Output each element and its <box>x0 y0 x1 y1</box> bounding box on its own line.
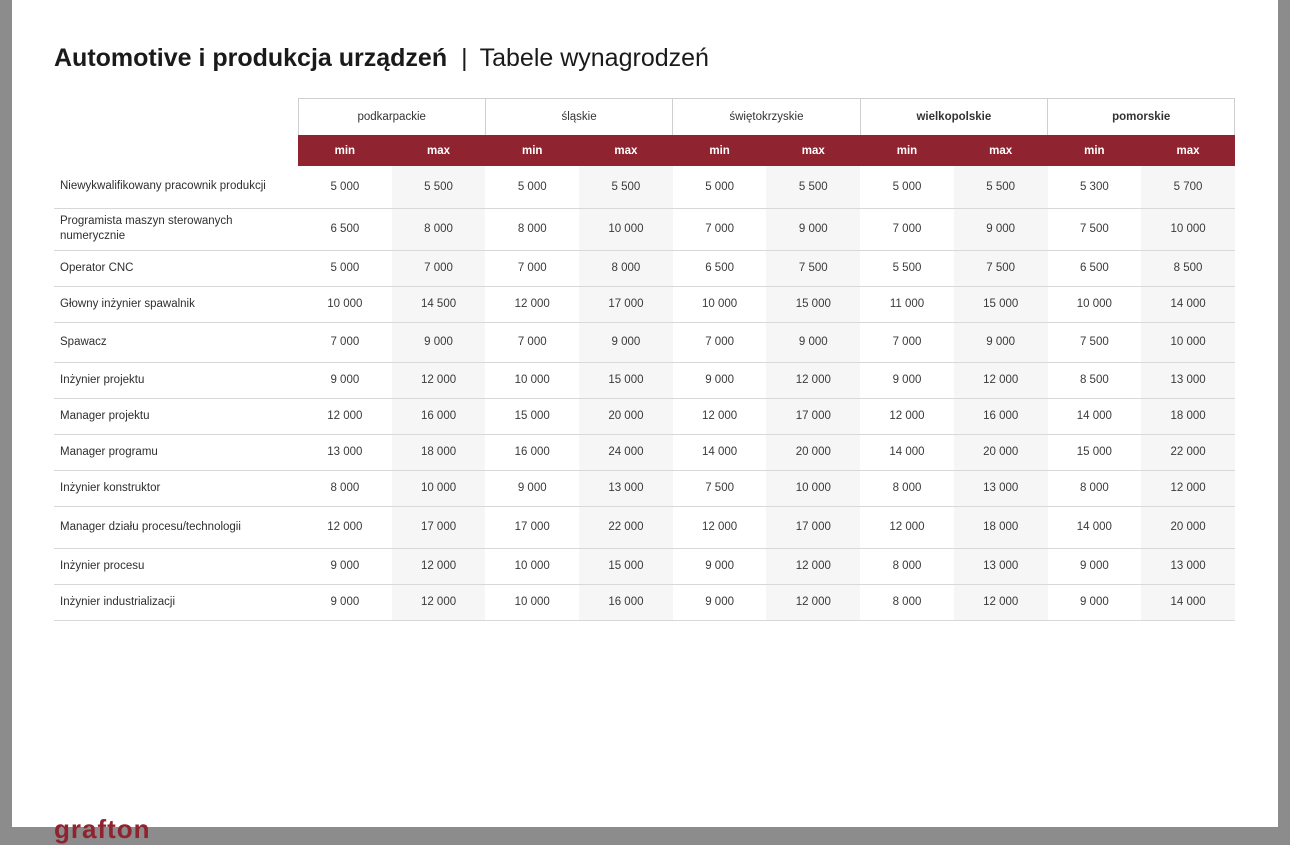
table-row <box>54 506 1235 548</box>
max-salary-cell: 7 000 <box>392 250 486 286</box>
max-salary-cell: 14 000 <box>1141 286 1235 322</box>
min-salary-cell: 7 000 <box>673 322 767 362</box>
min-salary-cell: 9 000 <box>673 548 767 584</box>
job-title-cell: Inżynier industrializacji <box>54 584 298 620</box>
min-salary-cell: 10 000 <box>298 286 392 322</box>
max-salary-cell: 8 000 <box>392 208 486 250</box>
job-title-cell: Operator CNC <box>54 250 298 286</box>
min-salary-cell: 7 000 <box>673 208 767 250</box>
job-title-cell: Inżynier konstruktor <box>54 470 298 506</box>
max-salary-cell: 5 500 <box>392 166 486 208</box>
min-salary-cell: 5 500 <box>860 250 954 286</box>
region-header: śląskie <box>485 99 672 136</box>
min-salary-cell: 10 000 <box>485 362 579 398</box>
max-salary-cell: 9 000 <box>579 322 673 362</box>
title-main: Automotive i produkcja urządzeń <box>54 44 448 72</box>
min-salary-cell: 9 000 <box>860 362 954 398</box>
max-salary-cell: 16 000 <box>954 398 1048 434</box>
min-salary-cell: 8 000 <box>1048 470 1142 506</box>
document-page <box>12 0 1278 844</box>
min-salary-cell: 10 000 <box>485 548 579 584</box>
max-salary-cell: 14 000 <box>1141 584 1235 620</box>
min-salary-cell: 11 000 <box>860 286 954 322</box>
min-salary-cell: 7 500 <box>1048 208 1142 250</box>
min-header: min <box>673 135 767 166</box>
max-salary-cell: 20 000 <box>1141 506 1235 548</box>
min-salary-cell: 12 000 <box>860 398 954 434</box>
max-salary-cell: 16 000 <box>579 584 673 620</box>
max-salary-cell: 17 000 <box>392 506 486 548</box>
max-salary-cell: 8 500 <box>1141 250 1235 286</box>
table-row <box>54 434 1235 470</box>
max-salary-cell: 13 000 <box>954 548 1048 584</box>
min-salary-cell: 8 000 <box>298 470 392 506</box>
brand-logo: grafton <box>54 814 151 844</box>
max-salary-cell: 20 000 <box>766 434 860 470</box>
job-title-cell: Spawacz <box>54 322 298 362</box>
region-header: pomorskie <box>1048 99 1235 136</box>
max-salary-cell: 5 500 <box>954 166 1048 208</box>
max-salary-cell: 7 500 <box>766 250 860 286</box>
min-salary-cell: 8 000 <box>485 208 579 250</box>
min-salary-cell: 7 000 <box>860 322 954 362</box>
min-salary-cell: 12 000 <box>673 506 767 548</box>
max-salary-cell: 15 000 <box>954 286 1048 322</box>
min-salary-cell: 7 000 <box>860 208 954 250</box>
min-salary-cell: 15 000 <box>1048 434 1142 470</box>
table-row <box>54 286 1235 322</box>
max-salary-cell: 12 000 <box>954 584 1048 620</box>
min-salary-cell: 7 000 <box>298 322 392 362</box>
min-salary-cell: 9 000 <box>298 362 392 398</box>
min-salary-cell: 9 000 <box>485 470 579 506</box>
max-salary-cell: 18 000 <box>954 506 1048 548</box>
max-salary-cell: 18 000 <box>392 434 486 470</box>
max-salary-cell: 10 000 <box>766 470 860 506</box>
max-salary-cell: 16 000 <box>392 398 486 434</box>
min-salary-cell: 6 500 <box>673 250 767 286</box>
min-salary-cell: 9 000 <box>298 584 392 620</box>
min-salary-cell: 8 500 <box>1048 362 1142 398</box>
min-salary-cell: 5 000 <box>485 166 579 208</box>
salary-table <box>54 98 1235 621</box>
max-salary-cell: 17 000 <box>579 286 673 322</box>
empty-corner <box>54 99 298 136</box>
table-row <box>54 470 1235 506</box>
max-salary-cell: 5 700 <box>1141 166 1235 208</box>
max-header: max <box>579 135 673 166</box>
table-row <box>54 548 1235 584</box>
min-header: min <box>1048 135 1142 166</box>
min-header: min <box>860 135 954 166</box>
min-salary-cell: 9 000 <box>673 584 767 620</box>
min-max-header-row <box>54 135 1235 166</box>
min-salary-cell: 9 000 <box>298 548 392 584</box>
table-row <box>54 208 1235 250</box>
max-salary-cell: 18 000 <box>1141 398 1235 434</box>
max-header: max <box>766 135 860 166</box>
job-title-cell: Inżynier projektu <box>54 362 298 398</box>
max-salary-cell: 15 000 <box>766 286 860 322</box>
max-salary-cell: 22 000 <box>1141 434 1235 470</box>
table-row <box>54 250 1235 286</box>
max-salary-cell: 12 000 <box>954 362 1048 398</box>
min-header: min <box>298 135 392 166</box>
min-salary-cell: 12 000 <box>298 506 392 548</box>
min-salary-cell: 10 000 <box>1048 286 1142 322</box>
min-salary-cell: 10 000 <box>485 584 579 620</box>
min-salary-cell: 6 500 <box>298 208 392 250</box>
min-salary-cell: 8 000 <box>860 548 954 584</box>
max-salary-cell: 9 000 <box>392 322 486 362</box>
max-salary-cell: 5 500 <box>579 166 673 208</box>
max-header: max <box>392 135 486 166</box>
job-title-cell: Niewykwalifikowany pracownik produkcji <box>54 166 298 208</box>
max-salary-cell: 10 000 <box>1141 322 1235 362</box>
table-row <box>54 584 1235 620</box>
table-row <box>54 398 1235 434</box>
max-salary-cell: 8 000 <box>579 250 673 286</box>
max-salary-cell: 13 000 <box>954 470 1048 506</box>
max-salary-cell: 12 000 <box>392 584 486 620</box>
job-title-cell: Manager działu procesu/technologii <box>54 506 298 548</box>
max-salary-cell: 9 000 <box>766 208 860 250</box>
min-salary-cell: 7 500 <box>1048 322 1142 362</box>
max-salary-cell: 13 000 <box>579 470 673 506</box>
table-body <box>54 166 1235 620</box>
min-salary-cell: 7 000 <box>485 322 579 362</box>
max-salary-cell: 13 000 <box>1141 548 1235 584</box>
min-salary-cell: 16 000 <box>485 434 579 470</box>
max-salary-cell: 15 000 <box>579 362 673 398</box>
min-salary-cell: 14 000 <box>1048 506 1142 548</box>
min-salary-cell: 5 000 <box>298 250 392 286</box>
min-header: min <box>485 135 579 166</box>
max-header: max <box>954 135 1048 166</box>
min-salary-cell: 13 000 <box>298 434 392 470</box>
min-salary-cell: 15 000 <box>485 398 579 434</box>
max-salary-cell: 12 000 <box>1141 470 1235 506</box>
min-salary-cell: 9 000 <box>673 362 767 398</box>
max-salary-cell: 9 000 <box>954 322 1048 362</box>
title-separator: | <box>461 44 468 72</box>
region-header-row <box>54 99 1235 136</box>
min-salary-cell: 8 000 <box>860 470 954 506</box>
max-salary-cell: 10 000 <box>579 208 673 250</box>
max-header: max <box>1141 135 1235 166</box>
max-salary-cell: 15 000 <box>579 548 673 584</box>
min-salary-cell: 9 000 <box>1048 584 1142 620</box>
job-title-cell: Programista maszyn sterowanych numerycznie <box>54 208 298 250</box>
max-salary-cell: 14 500 <box>392 286 486 322</box>
job-title-cell: Głowny inżynier spawalnik <box>54 286 298 322</box>
job-title-cell: Manager projektu <box>54 398 298 434</box>
table-row <box>54 362 1235 398</box>
max-salary-cell: 13 000 <box>1141 362 1235 398</box>
max-salary-cell: 12 000 <box>766 362 860 398</box>
min-salary-cell: 5 000 <box>298 166 392 208</box>
max-salary-cell: 12 000 <box>766 548 860 584</box>
max-salary-cell: 17 000 <box>766 398 860 434</box>
max-salary-cell: 10 000 <box>392 470 486 506</box>
region-header: wielkopolskie <box>860 99 1047 136</box>
min-salary-cell: 17 000 <box>485 506 579 548</box>
min-salary-cell: 12 000 <box>485 286 579 322</box>
max-salary-cell: 5 500 <box>766 166 860 208</box>
page-title <box>54 44 709 73</box>
min-salary-cell: 14 000 <box>673 434 767 470</box>
max-salary-cell: 9 000 <box>954 208 1048 250</box>
min-salary-cell: 12 000 <box>673 398 767 434</box>
min-salary-cell: 10 000 <box>673 286 767 322</box>
region-header: podkarpackie <box>298 99 485 136</box>
max-salary-cell: 12 000 <box>392 548 486 584</box>
min-salary-cell: 5 000 <box>860 166 954 208</box>
min-salary-cell: 5 000 <box>673 166 767 208</box>
title-subtitle: Tabele wynagrodzeń <box>479 44 709 72</box>
min-salary-cell: 14 000 <box>1048 398 1142 434</box>
max-salary-cell: 20 000 <box>579 398 673 434</box>
min-salary-cell: 6 500 <box>1048 250 1142 286</box>
min-salary-cell: 8 000 <box>860 584 954 620</box>
min-salary-cell: 5 300 <box>1048 166 1142 208</box>
job-title-cell: Inżynier procesu <box>54 548 298 584</box>
min-salary-cell: 14 000 <box>860 434 954 470</box>
min-salary-cell: 12 000 <box>298 398 392 434</box>
max-salary-cell: 7 500 <box>954 250 1048 286</box>
max-salary-cell: 9 000 <box>766 322 860 362</box>
max-salary-cell: 24 000 <box>579 434 673 470</box>
max-salary-cell: 22 000 <box>579 506 673 548</box>
min-salary-cell: 9 000 <box>1048 548 1142 584</box>
empty-corner <box>54 135 298 166</box>
max-salary-cell: 17 000 <box>766 506 860 548</box>
min-salary-cell: 12 000 <box>860 506 954 548</box>
table-row <box>54 322 1235 362</box>
max-salary-cell: 12 000 <box>766 584 860 620</box>
region-header: świętokrzyskie <box>673 99 860 136</box>
job-title-cell: Manager programu <box>54 434 298 470</box>
max-salary-cell: 12 000 <box>392 362 486 398</box>
max-salary-cell: 10 000 <box>1141 208 1235 250</box>
min-salary-cell: 7 500 <box>673 470 767 506</box>
max-salary-cell: 20 000 <box>954 434 1048 470</box>
min-salary-cell: 7 000 <box>485 250 579 286</box>
table-row <box>54 166 1235 208</box>
